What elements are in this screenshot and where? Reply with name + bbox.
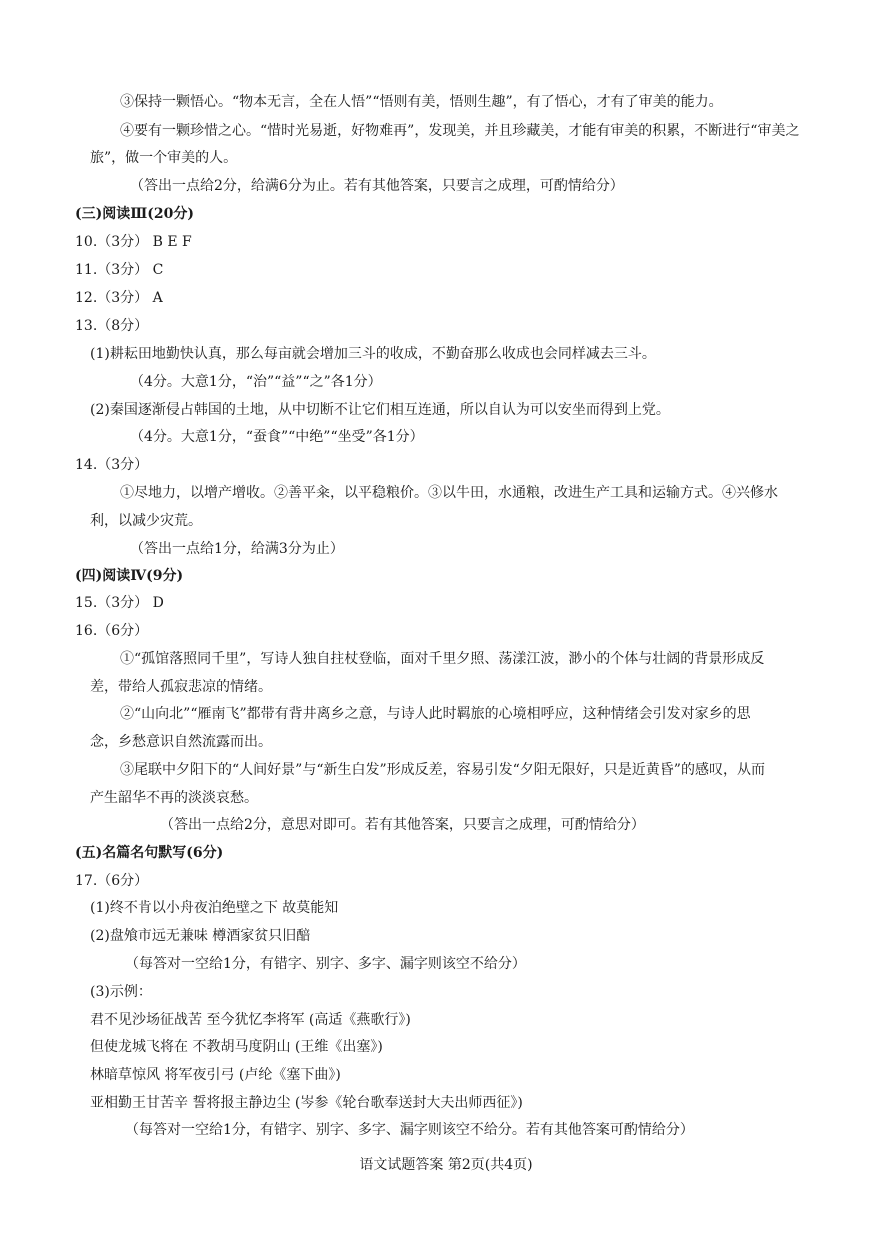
question-17-part-1: (1)终不肯以小舟夜泊绝壁之下 故莫能知 [90,900,339,916]
scoring-note: （答出一点给1分，给满3分为止） [130,541,344,557]
scoring-note: （答出一点给2分，意思对即可。若有其他答案，只要言之成理，可酌情给分） [160,817,645,833]
scoring-note: （4分。大意1分，“蚕食”“中绝”“坐受”各1分） [130,429,424,445]
question-10: 10.（3分） B E F [75,234,192,250]
question-14-answer-cont: 利，以减少灾荒。 [90,513,202,529]
question-13: 13.（8分） [75,318,149,334]
section-heading: (五)名篇名句默写(6分) [75,845,224,861]
question-16-point-1-cont: 差，带给人孤寂悲凉的情绪。 [90,679,272,695]
question-16-point-2: ②“山向北”“雁南飞”都带有背井离乡之意，与诗人此时羁旅的心境相呼应，这种情绪会引发对家乡的思 [120,706,751,722]
question-11: 11.（3分） C [75,262,164,278]
question-16-point-3: ③尾联中夕阳下的“人间好景”与“新生白发”形成反差，容易引发“夕阳无限好，只是近黄昏”的感叹，从而 [120,762,765,778]
answer-9-point-4: ④要有一颗珍惜之心。“惜时光易逝，好物难再”，发现美，并且珍藏美，才能有审美的积累，不断进行“审美之 [120,123,800,139]
question-15: 15.（3分） D [75,595,164,611]
example-line: 亚相勤王甘苦辛 誓将报主静边尘 (岑参《轮台歌奉送封大夫出师西征》) [90,1095,523,1111]
scoring-note: （每答对一空给1分，有错字、别字、多字、漏字则该空不给分。若有其他答案可酌情给分） [125,1122,694,1138]
example-line: 林暗草惊风 将军夜引弓 (卢纶《塞下曲》) [90,1067,341,1083]
question-16-point-3-cont: 产生韶华不再的淡淡哀愁。 [90,790,258,806]
question-13-part-1: (1)耕耘田地勤快认真，那么每亩就会增加三斗的收成，不勤奋那么收成也会同样减去三斗。 [90,346,656,362]
question-16-point-1: ①“孤馆落照同千里”，写诗人独自拄杖登临，面对千里夕照、荡漾江波，渺小的个体与壮阔的背景形成反 [120,651,765,667]
question-14-answer: ①尽地力，以增产增收。②善平籴，以平稳粮价。③以牛田，水通粮，改进生产工具和运输方式。④兴修水 [120,485,778,501]
answer-9-point-4-cont: 旅”，做一个审美的人。 [90,150,238,166]
question-17-part-2: (2)盘飧市远无兼味 樽酒家贫只旧醅 [90,928,311,944]
section-heading: (三)阅读Ⅲ(20分) [75,206,195,222]
question-16-point-2-cont: 念，乡愁意识自然流露而出。 [90,734,272,750]
question-17-part-3: (3)示例： [90,984,152,1000]
answer-9-point-3: ③保持一颗悟心。“物本无言，全在人悟”“悟则有美，悟则生趣”，有了悟心，才有了审美的能力。 [120,94,723,110]
page-footer: 语文试题答案 第2页(共4页) [359,1157,533,1173]
example-line: 但使龙城飞将在 不教胡马度阴山 (王维《出塞》) [90,1039,383,1055]
question-14: 14.（3分） [75,457,149,473]
example-line: 君不见沙场征战苦 至今犹忆李将军 (高适《燕歌行》) [90,1012,411,1028]
scoring-note: （每答对一空给1分，有错字、别字、多字、漏字则该空不给分） [125,956,526,972]
scoring-note: （4分。大意1分，“治”“益”“之”各1分） [130,374,382,390]
question-17: 17.（6分） [75,873,149,889]
scoring-note: （答出一点给2分，给满6分为止。若有其他答案，只要言之成理，可酌情给分） [130,178,624,194]
question-12: 12.（3分） A [75,290,163,306]
question-13-part-2: (2)秦国逐渐侵占韩国的土地，从中切断不让它们相互连通，所以自认为可以安坐而得到上党。 [90,402,670,418]
question-16: 16.（6分） [75,623,149,639]
section-heading: (四)阅读Ⅳ(9分) [75,568,184,584]
